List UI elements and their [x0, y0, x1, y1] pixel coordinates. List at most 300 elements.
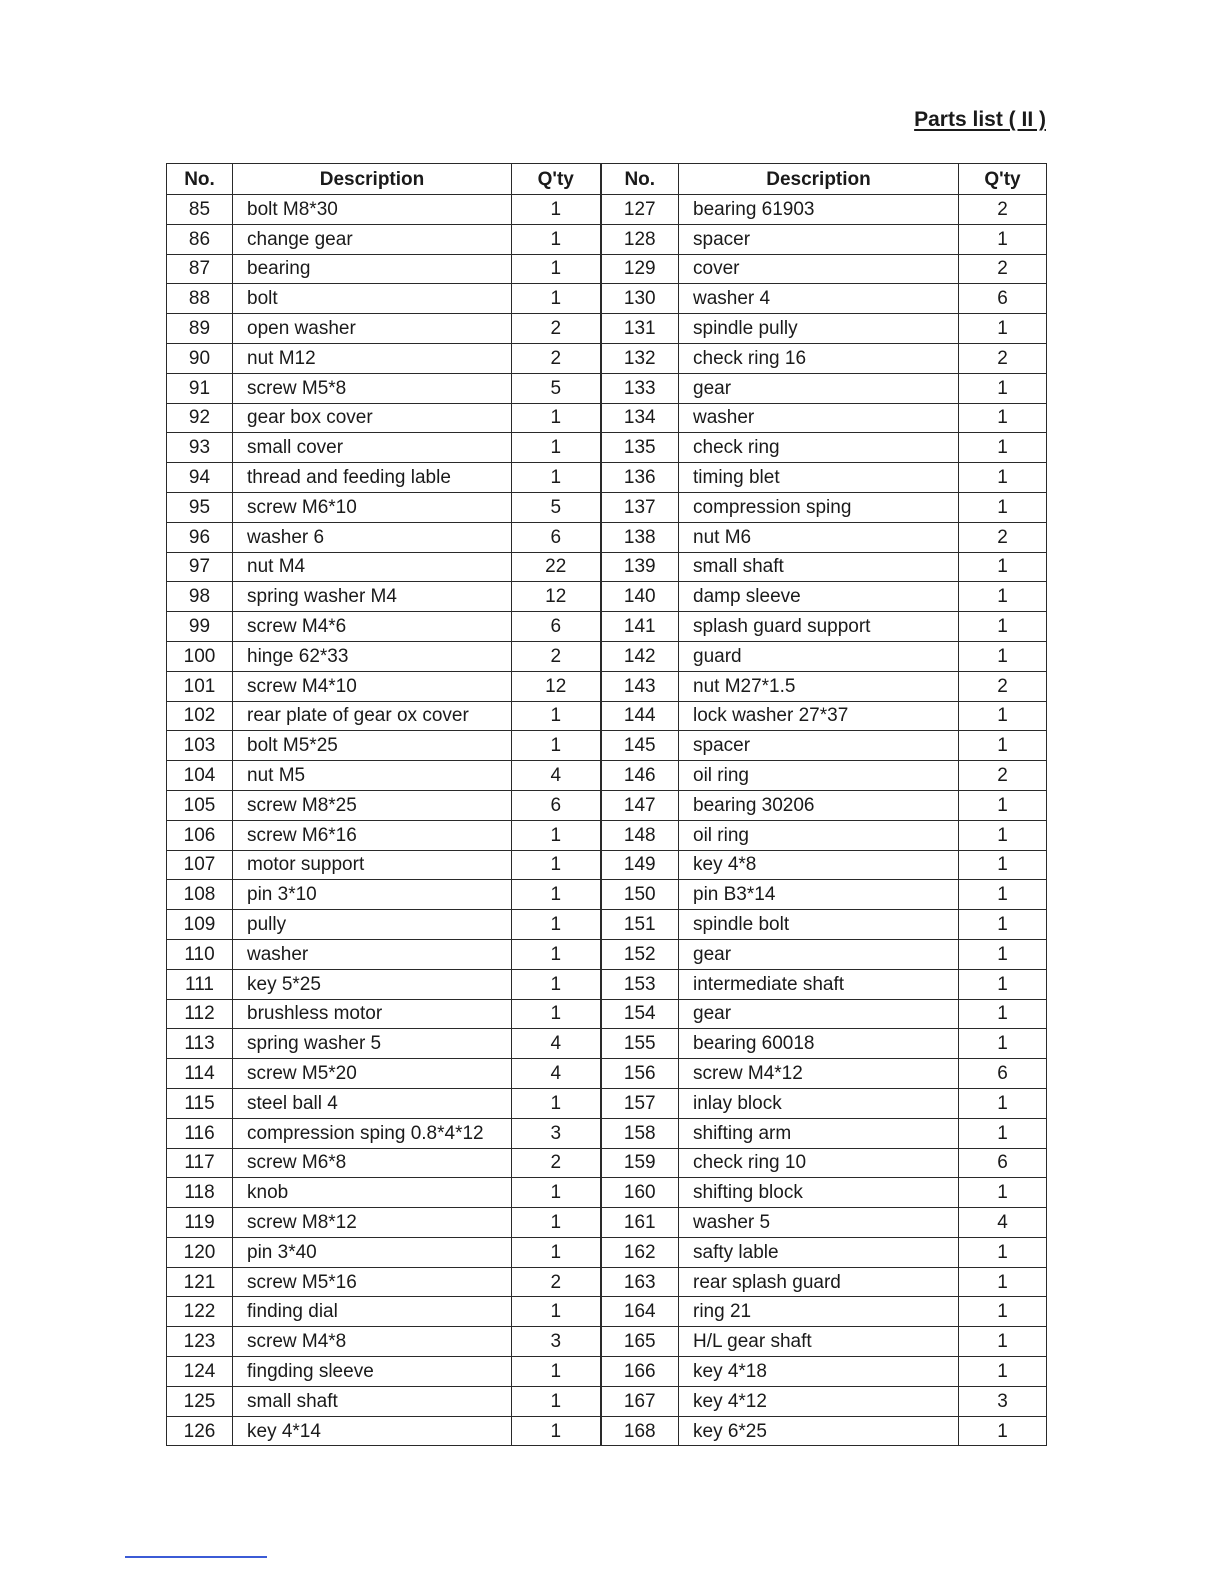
- part-quantity: 1: [959, 1088, 1047, 1118]
- part-number: 131: [601, 314, 679, 344]
- table-row: [167, 463, 1047, 493]
- part-quantity: 2: [959, 671, 1047, 701]
- part-number: 136: [601, 463, 679, 493]
- part-number: 164: [601, 1297, 679, 1327]
- part-quantity: 1: [959, 1416, 1047, 1446]
- column-header-no: No.: [167, 164, 233, 195]
- table-row: [167, 761, 1047, 791]
- part-quantity: 6: [959, 1059, 1047, 1089]
- table-row: [167, 880, 1047, 910]
- table-row: [167, 790, 1047, 820]
- part-quantity: 1: [959, 1327, 1047, 1357]
- part-number: 94: [167, 463, 233, 493]
- part-number: 124: [167, 1357, 233, 1387]
- part-quantity: 1: [512, 850, 601, 880]
- part-number: 160: [601, 1178, 679, 1208]
- part-description: washer 5: [679, 1208, 959, 1238]
- part-number: 109: [167, 910, 233, 940]
- part-description: gear: [679, 999, 959, 1029]
- part-description: spring washer 5: [233, 1029, 512, 1059]
- part-description: inlay block: [679, 1088, 959, 1118]
- part-number: 85: [167, 195, 233, 225]
- part-quantity: 1: [959, 790, 1047, 820]
- part-number: 105: [167, 790, 233, 820]
- part-description: thread and feeding lable: [233, 463, 512, 493]
- part-quantity: 1: [512, 1237, 601, 1267]
- part-number: 96: [167, 522, 233, 552]
- column-header-qty: Q'ty: [959, 164, 1047, 195]
- part-description: screw M8*12: [233, 1208, 512, 1238]
- part-quantity: 1: [512, 1386, 601, 1416]
- part-number: 146: [601, 761, 679, 791]
- part-quantity: 3: [512, 1327, 601, 1357]
- part-number: 150: [601, 880, 679, 910]
- part-quantity: 1: [959, 582, 1047, 612]
- part-description: screw M5*8: [233, 373, 512, 403]
- part-quantity: 1: [959, 1029, 1047, 1059]
- part-quantity: 1: [959, 1357, 1047, 1387]
- part-number: 112: [167, 999, 233, 1029]
- part-number: 114: [167, 1059, 233, 1089]
- part-number: 165: [601, 1327, 679, 1357]
- part-description: safty lable: [679, 1237, 959, 1267]
- part-description: bearing 30206: [679, 790, 959, 820]
- part-number: 102: [167, 701, 233, 731]
- footer-rule: [125, 1556, 267, 1558]
- part-description: gear: [679, 373, 959, 403]
- part-description: key 4*18: [679, 1357, 959, 1387]
- part-number: 137: [601, 492, 679, 522]
- part-quantity: 2: [959, 195, 1047, 225]
- part-description: guard: [679, 641, 959, 671]
- part-quantity: 1: [959, 612, 1047, 642]
- part-description: spindle bolt: [679, 910, 959, 940]
- part-description: lock washer 27*37: [679, 701, 959, 731]
- part-description: change gear: [233, 224, 512, 254]
- part-quantity: 1: [512, 731, 601, 761]
- table-row: [167, 850, 1047, 880]
- part-quantity: 1: [959, 1297, 1047, 1327]
- part-number: 130: [601, 284, 679, 314]
- part-number: 108: [167, 880, 233, 910]
- part-description: shifting block: [679, 1178, 959, 1208]
- part-number: 158: [601, 1118, 679, 1148]
- table-row: [167, 582, 1047, 612]
- part-number: 107: [167, 850, 233, 880]
- part-description: pin 3*40: [233, 1237, 512, 1267]
- part-number: 144: [601, 701, 679, 731]
- table-row: [167, 284, 1047, 314]
- table-row: [167, 939, 1047, 969]
- part-description: bearing 61903: [679, 195, 959, 225]
- part-number: 148: [601, 820, 679, 850]
- part-description: key 6*25: [679, 1416, 959, 1446]
- part-number: 106: [167, 820, 233, 850]
- part-quantity: 6: [959, 284, 1047, 314]
- part-quantity: 1: [512, 254, 601, 284]
- part-number: 123: [167, 1327, 233, 1357]
- table-row: [167, 224, 1047, 254]
- part-number: 120: [167, 1237, 233, 1267]
- part-description: nut M6: [679, 522, 959, 552]
- part-number: 104: [167, 761, 233, 791]
- part-description: rear plate of gear ox cover: [233, 701, 512, 731]
- part-number: 162: [601, 1237, 679, 1267]
- part-description: shifting arm: [679, 1118, 959, 1148]
- column-header-qty: Q'ty: [512, 164, 601, 195]
- part-description: nut M4: [233, 552, 512, 582]
- part-description: hinge 62*33: [233, 641, 512, 671]
- part-number: 87: [167, 254, 233, 284]
- header-row: [167, 164, 1047, 195]
- part-description: screw M8*25: [233, 790, 512, 820]
- part-number: 145: [601, 731, 679, 761]
- part-quantity: 1: [512, 1297, 601, 1327]
- part-number: 154: [601, 999, 679, 1029]
- part-quantity: 1: [959, 910, 1047, 940]
- part-description: gear: [679, 939, 959, 969]
- part-quantity: 6: [512, 522, 601, 552]
- part-description: ring 21: [679, 1297, 959, 1327]
- part-description: key 4*8: [679, 850, 959, 880]
- part-quantity: 2: [512, 641, 601, 671]
- part-quantity: 1: [959, 731, 1047, 761]
- part-quantity: 22: [512, 552, 601, 582]
- table-row: [167, 1088, 1047, 1118]
- part-number: 135: [601, 433, 679, 463]
- part-quantity: 1: [512, 433, 601, 463]
- part-quantity: 1: [959, 1178, 1047, 1208]
- part-quantity: 1: [512, 1208, 601, 1238]
- part-description: bearing 60018: [679, 1029, 959, 1059]
- part-quantity: 2: [512, 343, 601, 373]
- part-quantity: 5: [512, 373, 601, 403]
- part-quantity: 12: [512, 671, 601, 701]
- part-description: brushless motor: [233, 999, 512, 1029]
- part-quantity: 2: [959, 761, 1047, 791]
- part-description: washer 4: [679, 284, 959, 314]
- part-number: 157: [601, 1088, 679, 1118]
- part-quantity: 2: [512, 314, 601, 344]
- part-number: 156: [601, 1059, 679, 1089]
- part-description: washer: [679, 403, 959, 433]
- part-description: finding dial: [233, 1297, 512, 1327]
- part-number: 143: [601, 671, 679, 701]
- part-description: screw M6*8: [233, 1148, 512, 1178]
- part-number: 163: [601, 1267, 679, 1297]
- table-row: [167, 343, 1047, 373]
- part-description: open washer: [233, 314, 512, 344]
- part-description: small cover: [233, 433, 512, 463]
- part-description: spacer: [679, 731, 959, 761]
- parts-table: [166, 163, 1047, 1446]
- part-description: knob: [233, 1178, 512, 1208]
- part-quantity: 4: [512, 1029, 601, 1059]
- part-quantity: 2: [959, 343, 1047, 373]
- part-number: 125: [167, 1386, 233, 1416]
- part-number: 152: [601, 939, 679, 969]
- part-number: 140: [601, 582, 679, 612]
- part-quantity: 1: [512, 1357, 601, 1387]
- table-row: [167, 671, 1047, 701]
- part-quantity: 1: [959, 701, 1047, 731]
- part-number: 147: [601, 790, 679, 820]
- part-description: bearing: [233, 254, 512, 284]
- part-number: 149: [601, 850, 679, 880]
- part-quantity: 2: [959, 254, 1047, 284]
- part-number: 133: [601, 373, 679, 403]
- page-title: Parts list ( II ): [914, 108, 1046, 131]
- table-row: [167, 1059, 1047, 1089]
- table-row: [167, 403, 1047, 433]
- table-body: [167, 195, 1047, 1446]
- column-header-no: No.: [601, 164, 679, 195]
- part-number: 127: [601, 195, 679, 225]
- part-number: 128: [601, 224, 679, 254]
- table-row: [167, 492, 1047, 522]
- part-description: screw M5*20: [233, 1059, 512, 1089]
- part-quantity: 1: [959, 463, 1047, 493]
- part-number: 122: [167, 1297, 233, 1327]
- part-number: 167: [601, 1386, 679, 1416]
- part-number: 110: [167, 939, 233, 969]
- part-description: H/L gear shaft: [679, 1327, 959, 1357]
- part-number: 90: [167, 343, 233, 373]
- table-row: [167, 1118, 1047, 1148]
- part-quantity: 1: [959, 552, 1047, 582]
- part-quantity: 1: [959, 403, 1047, 433]
- part-quantity: 1: [959, 641, 1047, 671]
- table-row: [167, 612, 1047, 642]
- table-row: [167, 314, 1047, 344]
- part-number: 132: [601, 343, 679, 373]
- part-quantity: 2: [959, 522, 1047, 552]
- part-description: screw M6*16: [233, 820, 512, 850]
- table-row: [167, 1029, 1047, 1059]
- part-quantity: 6: [512, 790, 601, 820]
- part-number: 116: [167, 1118, 233, 1148]
- table-row: [167, 731, 1047, 761]
- part-quantity: 2: [512, 1148, 601, 1178]
- part-number: 129: [601, 254, 679, 284]
- part-number: 89: [167, 314, 233, 344]
- part-quantity: 1: [959, 999, 1047, 1029]
- part-quantity: 12: [512, 582, 601, 612]
- part-description: washer: [233, 939, 512, 969]
- part-description: screw M4*12: [679, 1059, 959, 1089]
- part-quantity: 1: [959, 939, 1047, 969]
- table-row: [167, 1416, 1047, 1446]
- part-number: 166: [601, 1357, 679, 1387]
- part-quantity: 1: [959, 820, 1047, 850]
- part-description: damp sleeve: [679, 582, 959, 612]
- part-number: 100: [167, 641, 233, 671]
- table-row: [167, 969, 1047, 999]
- part-number: 92: [167, 403, 233, 433]
- part-number: 121: [167, 1267, 233, 1297]
- part-description: check ring 10: [679, 1148, 959, 1178]
- part-description: screw M6*10: [233, 492, 512, 522]
- part-number: 151: [601, 910, 679, 940]
- table-row: [167, 820, 1047, 850]
- part-description: screw M4*8: [233, 1327, 512, 1357]
- part-description: splash guard support: [679, 612, 959, 642]
- part-number: 119: [167, 1208, 233, 1238]
- part-quantity: 1: [512, 1088, 601, 1118]
- part-description: compression sping: [679, 492, 959, 522]
- part-quantity: 1: [959, 224, 1047, 254]
- part-quantity: 1: [959, 969, 1047, 999]
- part-quantity: 6: [959, 1148, 1047, 1178]
- part-description: pin 3*10: [233, 880, 512, 910]
- table-row: [167, 433, 1047, 463]
- part-description: gear box cover: [233, 403, 512, 433]
- part-number: 155: [601, 1029, 679, 1059]
- part-quantity: 1: [959, 880, 1047, 910]
- part-quantity: 6: [512, 612, 601, 642]
- part-description: key 4*14: [233, 1416, 512, 1446]
- part-quantity: 1: [959, 1118, 1047, 1148]
- table-row: [167, 701, 1047, 731]
- part-quantity: 1: [512, 284, 601, 314]
- part-number: 91: [167, 373, 233, 403]
- part-description: spacer: [679, 224, 959, 254]
- part-description: timing blet: [679, 463, 959, 493]
- part-description: bolt: [233, 284, 512, 314]
- part-quantity: 1: [512, 1416, 601, 1446]
- part-description: bolt M5*25: [233, 731, 512, 761]
- part-number: 103: [167, 731, 233, 761]
- part-number: 97: [167, 552, 233, 582]
- table-row: [167, 195, 1047, 225]
- part-number: 159: [601, 1148, 679, 1178]
- part-quantity: 1: [512, 195, 601, 225]
- part-description: pully: [233, 910, 512, 940]
- table-row: [167, 522, 1047, 552]
- part-quantity: 1: [959, 1267, 1047, 1297]
- table-row: [167, 373, 1047, 403]
- part-description: spindle pully: [679, 314, 959, 344]
- column-header-description: Description: [233, 164, 512, 195]
- part-quantity: 3: [959, 1386, 1047, 1416]
- part-description: screw M4*10: [233, 671, 512, 701]
- part-number: 86: [167, 224, 233, 254]
- part-description: intermediate shaft: [679, 969, 959, 999]
- part-quantity: 5: [512, 492, 601, 522]
- part-description: steel ball 4: [233, 1088, 512, 1118]
- part-number: 95: [167, 492, 233, 522]
- part-description: key 4*12: [679, 1386, 959, 1416]
- part-description: small shaft: [233, 1386, 512, 1416]
- table-row: [167, 641, 1047, 671]
- part-number: 118: [167, 1178, 233, 1208]
- part-description: nut M27*1.5: [679, 671, 959, 701]
- part-description: bolt M8*30: [233, 195, 512, 225]
- part-quantity: 3: [512, 1118, 601, 1148]
- part-description: check ring 16: [679, 343, 959, 373]
- table-row: [167, 1148, 1047, 1178]
- part-quantity: 1: [959, 492, 1047, 522]
- part-quantity: 1: [512, 999, 601, 1029]
- part-quantity: 1: [512, 224, 601, 254]
- part-quantity: 4: [512, 761, 601, 791]
- part-description: check ring: [679, 433, 959, 463]
- part-number: 168: [601, 1416, 679, 1446]
- part-quantity: 4: [959, 1208, 1047, 1238]
- table-row: [167, 254, 1047, 284]
- part-quantity: 1: [959, 1237, 1047, 1267]
- part-quantity: 1: [512, 1178, 601, 1208]
- part-number: 93: [167, 433, 233, 463]
- part-description: small shaft: [679, 552, 959, 582]
- part-description: compression sping 0.8*4*12: [233, 1118, 512, 1148]
- table-row: [167, 1208, 1047, 1238]
- part-description: key 5*25: [233, 969, 512, 999]
- part-quantity: 1: [512, 910, 601, 940]
- part-quantity: 2: [512, 1267, 601, 1297]
- part-description: rear splash guard: [679, 1267, 959, 1297]
- part-quantity: 1: [512, 939, 601, 969]
- part-description: nut M12: [233, 343, 512, 373]
- part-description: oil ring: [679, 820, 959, 850]
- part-number: 99: [167, 612, 233, 642]
- table-row: [167, 1237, 1047, 1267]
- part-number: 139: [601, 552, 679, 582]
- part-number: 101: [167, 671, 233, 701]
- part-quantity: 1: [959, 314, 1047, 344]
- part-description: motor support: [233, 850, 512, 880]
- part-quantity: 1: [512, 880, 601, 910]
- column-header-description: Description: [679, 164, 959, 195]
- part-description: pin B3*14: [679, 880, 959, 910]
- part-number: 126: [167, 1416, 233, 1446]
- part-description: spring washer M4: [233, 582, 512, 612]
- table-row: [167, 999, 1047, 1029]
- table-row: [167, 1386, 1047, 1416]
- part-quantity: 1: [512, 463, 601, 493]
- part-number: 153: [601, 969, 679, 999]
- part-description: fingding sleeve: [233, 1357, 512, 1387]
- part-quantity: 4: [512, 1059, 601, 1089]
- part-quantity: 1: [959, 850, 1047, 880]
- part-number: 117: [167, 1148, 233, 1178]
- part-number: 111: [167, 969, 233, 999]
- table-row: [167, 1357, 1047, 1387]
- table-header: [167, 164, 1047, 195]
- part-number: 161: [601, 1208, 679, 1238]
- part-description: oil ring: [679, 761, 959, 791]
- part-number: 141: [601, 612, 679, 642]
- table-row: [167, 1267, 1047, 1297]
- part-number: 88: [167, 284, 233, 314]
- part-number: 134: [601, 403, 679, 433]
- part-description: cover: [679, 254, 959, 284]
- part-quantity: 1: [512, 701, 601, 731]
- part-description: washer 6: [233, 522, 512, 552]
- part-description: screw M4*6: [233, 612, 512, 642]
- part-quantity: 1: [959, 373, 1047, 403]
- table-row: [167, 1327, 1047, 1357]
- part-number: 113: [167, 1029, 233, 1059]
- part-number: 98: [167, 582, 233, 612]
- part-description: nut M5: [233, 761, 512, 791]
- table-row: [167, 552, 1047, 582]
- part-description: screw M5*16: [233, 1267, 512, 1297]
- part-number: 138: [601, 522, 679, 552]
- part-number: 142: [601, 641, 679, 671]
- table-row: [167, 1297, 1047, 1327]
- table-row: [167, 1178, 1047, 1208]
